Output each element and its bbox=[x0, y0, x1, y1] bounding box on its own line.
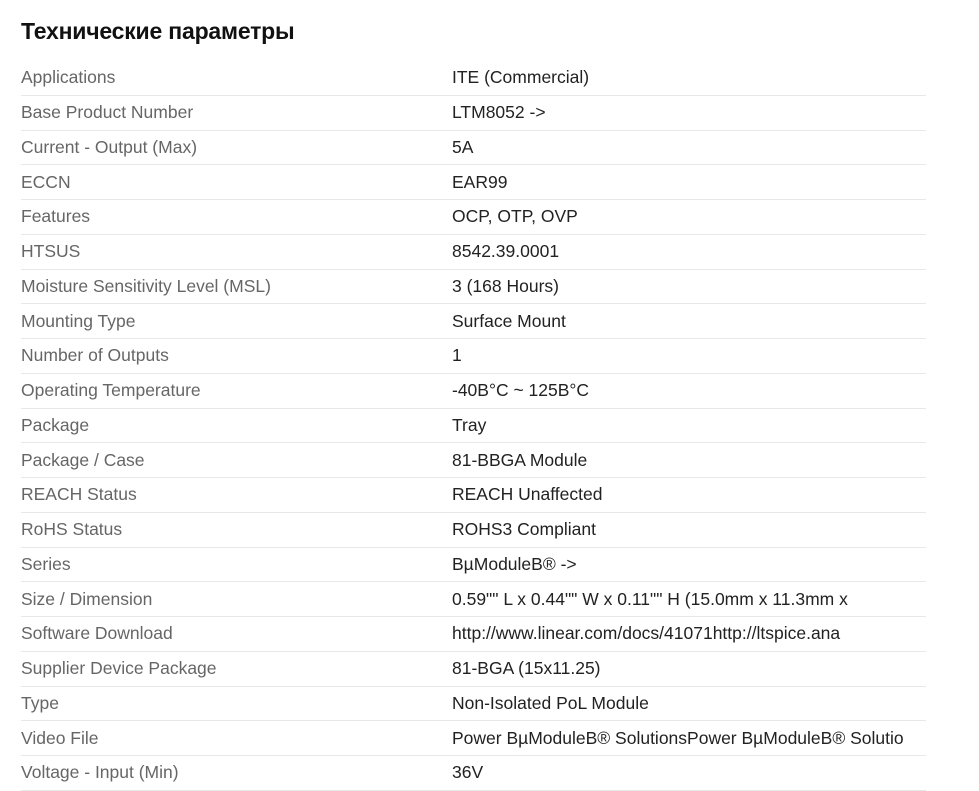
spec-name: Supplier Device Package bbox=[21, 658, 217, 679]
spec-value: 5A bbox=[452, 136, 474, 157]
spec-row-size-dimension bbox=[21, 582, 926, 617]
spec-row-eccn bbox=[21, 165, 926, 200]
spec-value-link[interactable]: Power BµModuleB® SolutionsPower BµModuleB® Solutio bbox=[452, 727, 904, 748]
spec-name: Current - Output (Max) bbox=[21, 136, 198, 157]
spec-value: ITE (Commercial) bbox=[452, 67, 590, 88]
spec-row-applications bbox=[21, 61, 926, 96]
spec-value: EAR99 bbox=[452, 171, 508, 192]
spec-value: 0.59"" L x 0.44"" W x 0.11"" H (15.0mm x 11.3mm x bbox=[452, 588, 848, 609]
spec-value: 1 bbox=[452, 345, 462, 366]
spec-value-link[interactable]: LTM8052 -> bbox=[452, 102, 546, 123]
spec-name: Video File bbox=[21, 727, 99, 748]
spec-name: Base Product Number bbox=[21, 102, 194, 123]
spec-name: Type bbox=[21, 692, 59, 713]
spec-name: HTSUS bbox=[21, 241, 81, 262]
spec-row-software-download bbox=[21, 617, 926, 652]
spec-row-number-of-outputs bbox=[21, 339, 926, 374]
spec-name: Moisture Sensitivity Level (MSL) bbox=[21, 275, 271, 296]
spec-name: REACH Status bbox=[21, 484, 137, 505]
spec-value-link[interactable]: http://www.linear.com/docs/41071http://ltspice.ana bbox=[452, 623, 841, 644]
spec-name: Operating Temperature bbox=[21, 380, 201, 401]
spec-name: Applications bbox=[21, 67, 116, 88]
spec-name: Number of Outputs bbox=[21, 345, 169, 366]
spec-name: Package bbox=[21, 414, 90, 435]
spec-name: Features bbox=[21, 206, 91, 227]
spec-row-rohs-status bbox=[21, 513, 926, 548]
spec-row-package-case bbox=[21, 443, 926, 478]
spec-row-mounting-type bbox=[21, 304, 926, 339]
spec-name: Size / Dimension bbox=[21, 588, 153, 609]
spec-row-package bbox=[21, 409, 926, 444]
spec-value: 3 (168 Hours) bbox=[452, 275, 559, 296]
spec-value: REACH Unaffected bbox=[452, 484, 603, 505]
spec-name: RoHS Status bbox=[21, 519, 123, 540]
spec-name: ECCN bbox=[21, 171, 71, 192]
spec-row-voltage-input-min bbox=[21, 756, 926, 791]
spec-row-video-file bbox=[21, 721, 926, 756]
spec-row-operating-temperature bbox=[21, 374, 926, 409]
spec-row-supplier-device-package bbox=[21, 652, 926, 687]
spec-row-base-product-number bbox=[21, 96, 926, 131]
spec-value: ROHS3 Compliant bbox=[452, 519, 596, 540]
spec-name: Software Download bbox=[21, 623, 173, 644]
spec-value: 81-BBGA Module bbox=[452, 449, 588, 470]
spec-row-current-output bbox=[21, 131, 926, 166]
spec-row-series bbox=[21, 548, 926, 583]
spec-row-msl bbox=[21, 270, 926, 305]
spec-value: Non-Isolated PoL Module bbox=[452, 692, 649, 713]
spec-value: 8542.39.0001 bbox=[452, 241, 560, 262]
spec-row-htsus bbox=[21, 235, 926, 270]
spec-value: -40В°C ~ 125В°C bbox=[452, 380, 590, 401]
spec-name: Mounting Type bbox=[21, 310, 136, 331]
spec-name: Voltage - Input (Min) bbox=[21, 762, 179, 783]
section-title: Технические параметры bbox=[21, 18, 295, 44]
specs-table bbox=[21, 61, 926, 791]
spec-value: OCP, OTP, OVP bbox=[452, 206, 578, 227]
spec-row-reach-status bbox=[21, 478, 926, 513]
spec-value-link[interactable]: BµModuleB® -> bbox=[452, 553, 577, 574]
spec-name: Series bbox=[21, 553, 71, 574]
spec-value: 36V bbox=[452, 762, 484, 783]
spec-row-type bbox=[21, 687, 926, 722]
spec-name: Package / Case bbox=[21, 449, 145, 470]
spec-value: Surface Mount bbox=[452, 310, 566, 331]
spec-value: Tray bbox=[452, 414, 487, 435]
spec-row-features bbox=[21, 200, 926, 235]
spec-value: 81-BGA (15x11.25) bbox=[452, 658, 601, 679]
